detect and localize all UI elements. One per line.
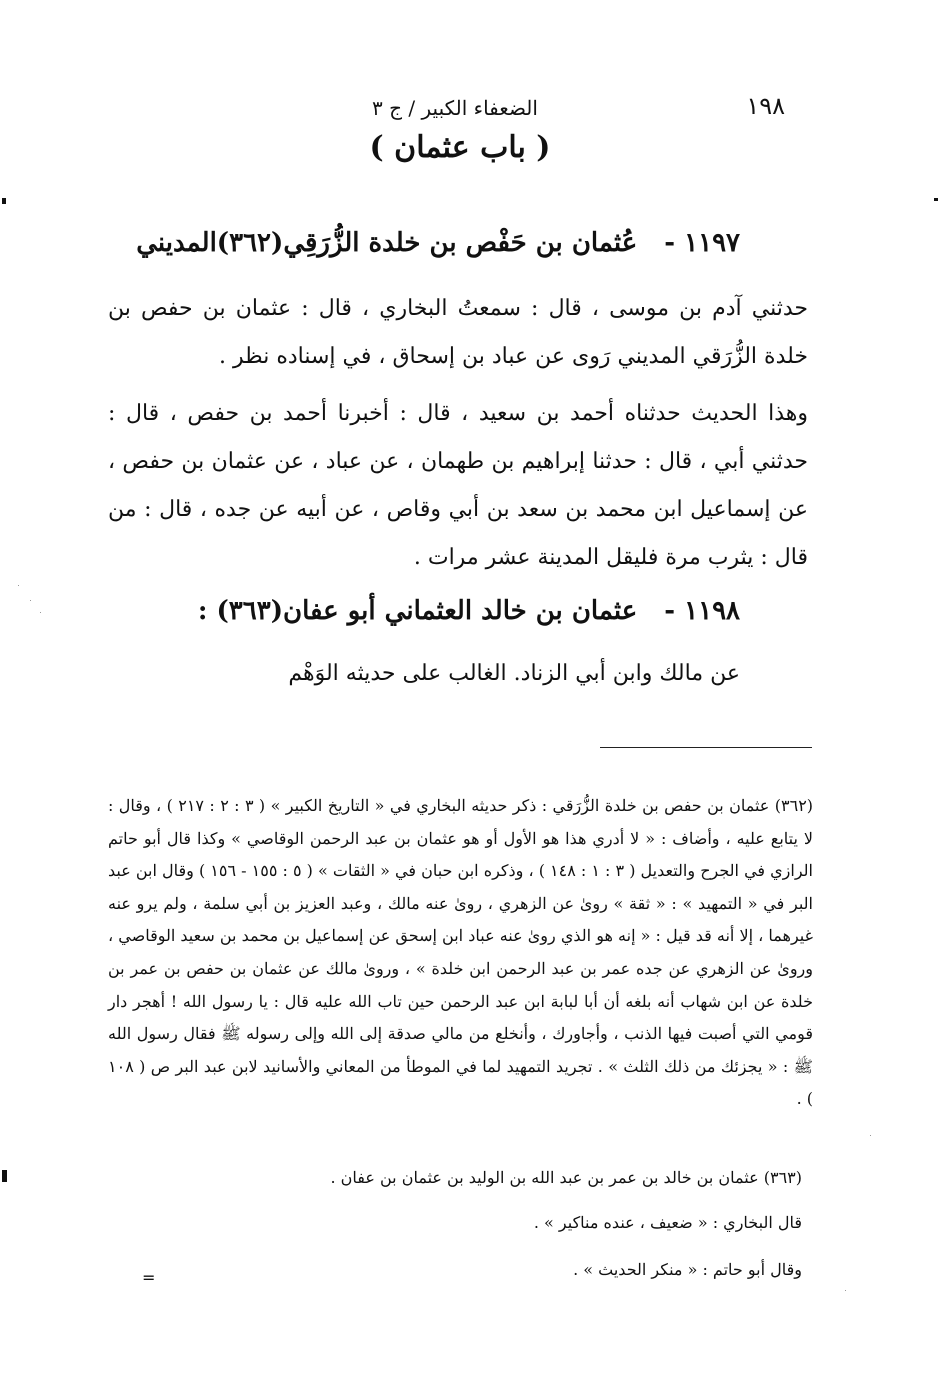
footnote-363-line: (٣٦٣) عثمان بن خالد بن عمر بن عبد الله بن الوليد بن عثمان بن عفان . xyxy=(330,1168,802,1187)
scan-speck xyxy=(40,612,41,613)
entry-heading-1197 xyxy=(136,228,740,258)
footnote-362: (٣٦٢) عثمان بن حفص بن خلدة الزُّرَقي : ذكر حديثه البخاري في « التاريخ الكبير » ( ٣ : ٢ : ٢١٧ ) ، وقال : لا يتابع عليه ، وأضاف : « لا أدري هذا هو الأول أو هو عثمان بن عبد الرحمن الوقاصي » وكذا قال أبو حاتم الرازي في الجرح والتعديل ( ٣ : ١ : ١٤٨ ) ، وذكره ابن حبان في « الثقات » ( ٥ : ١٥٥ - ١٥٦ ) وقال ابن عبد البر في « التمهيد » : « ثقة » روىٰ عن الزهري ، روىٰ عنه مالك ، وعبد العزيز بن أبي سلمة ، ولم يرو عنه غيرهما ، إلا أنه قد قيل : « إنه هو الذي روىٰ عنه عباد ابن إسحق عن إسماعيل بن محمد بن سعيد الوقاصي ، وروىٰ عن الزهري عن جده عمر بن عبد الرحمن ابن خلدة » ، وروىٰ مالك عن عثمان بن حفص بن عمر بن خلدة عن ابن شهاب أنه بلغه أن أبا لبابة ابن عبد الرحمن حين تاب الله عليه قال : يا رسول الله ! أهجر دار قومي التي أصبت فيها الذنب ، وأجاورك ، وأنخلع من مالي صدقة إلى الله وإلى رسوله ﷺ فقال رسول الله ﷺ : « يجزئك من ذلك الثلث » . تجريد التمهيد لما في الموطأ من المعاني والأسانيد لابن عبد البر ص ( ١٠٨ ) . xyxy=(107,796,814,1109)
margin-mark xyxy=(2,1170,7,1182)
footnote-363-line: قال البخاري : « ضعيف ، عنده مناكير » . xyxy=(533,1213,802,1232)
footnote-363-line: وقال أبو حاتم : « منكر الحديث » . xyxy=(573,1260,802,1279)
scan-speck xyxy=(870,1135,871,1136)
entry-paragraph: عن مالك وابن أبي الزناد. الغالب على حديثه الوَهْم xyxy=(288,661,740,686)
entry-number: ١١٩٨ - xyxy=(664,596,740,626)
entry-title: عُثمان بن حَفْص بن خلدة الزُّرَقِي(٣٦٢)المديني xyxy=(136,228,638,258)
scan-speck xyxy=(18,585,19,586)
entry-number: ١١٩٧ - xyxy=(664,228,740,258)
entry-heading-1198 xyxy=(198,596,740,626)
entry-paragraph: وهذا الحديث حدثناه أحمد بن سعيد ، قال : أخبرنا أحمد بن حفص ، قال : حدثني أبي ، قال : حدثنا إبراهيم بن طهمان ، عن عباد ، عن عثمان بن حفص ، عن إسماعيل ابن محمد بن سعد بن أبي وقاص ، عن أبيه عن جده ، قال : من قال : يثرب مرة فليقل المدينة عشر مرات . xyxy=(108,401,808,570)
margin-mark xyxy=(934,198,938,201)
scan-speck xyxy=(845,1290,846,1291)
footnote-separator xyxy=(600,747,812,748)
scan-speck xyxy=(30,600,31,601)
section-title: ( باب عثمان ) xyxy=(369,130,551,165)
margin-equals-mark: = xyxy=(142,1268,156,1287)
margin-mark xyxy=(2,198,6,204)
entry-title: عثمان بن خالد العثماني أبو عفان(٣٦٣) : xyxy=(197,596,638,626)
running-title: الضعفاء الكبير / ج ٣ xyxy=(372,96,538,120)
entry-paragraph: حدثني آدم بن موسى ، قال : سمعتُ البخاري ، قال : عثمان بن حفص بن خلدة الزُّرَقي المديني رَوى عن عباد بن إسحاق ، في إسناده نظر . xyxy=(108,296,808,369)
page-number: ١٩٨ xyxy=(746,92,785,120)
